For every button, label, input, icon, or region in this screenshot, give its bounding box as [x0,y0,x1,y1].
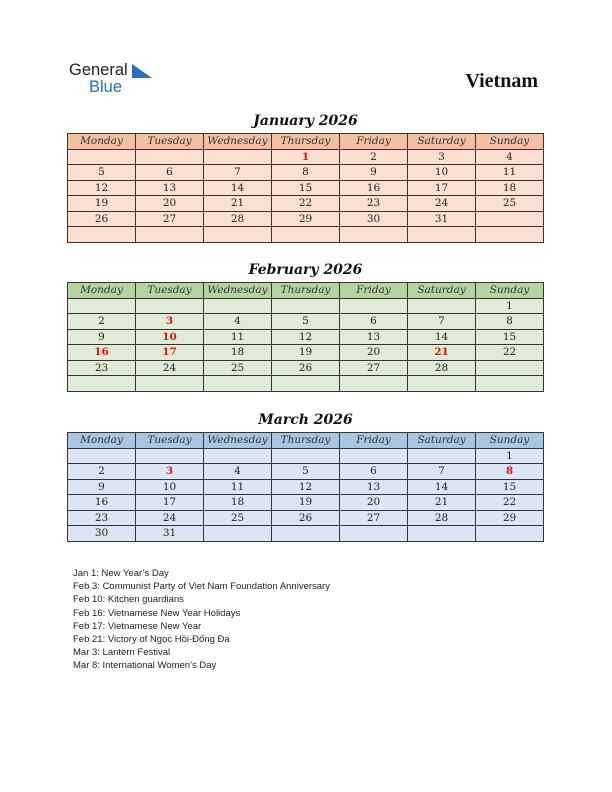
empty-day-cell [476,227,544,243]
weekday-header: Saturday [408,433,476,449]
day-cell: 5 [272,464,340,480]
week-row [68,479,544,495]
weekday-header: Tuesday [136,433,204,449]
weekday-header: Sunday [476,283,544,299]
day-cell: 9 [68,329,136,345]
week-row [68,345,544,361]
empty-day-cell [340,298,408,314]
day-cell: 18 [476,180,544,196]
day-cell: 10 [408,165,476,181]
weekday-header: Tuesday [136,134,204,150]
empty-day-cell [204,448,272,464]
empty-day-cell [476,526,544,542]
empty-day-cell [476,211,544,227]
day-cell: 4 [204,314,272,330]
day-cell: 14 [408,329,476,345]
day-cell: 14 [204,180,272,196]
day-cell: 25 [476,196,544,212]
holiday-note: Mar 8: International Women’s Day [73,660,217,672]
day-cell: 25 [204,510,272,526]
week-row [68,227,544,243]
day-cell: 10 [136,479,204,495]
week-row [68,180,544,196]
holiday-note: Mar 3: Lantern Festival [73,647,171,659]
day-cell: 17 [408,180,476,196]
day-cell: 16 [68,495,136,511]
weekday-header: Sunday [476,134,544,150]
weekday-header: Friday [340,134,408,150]
day-cell: 27 [340,360,408,376]
weekday-header: Thursday [272,283,340,299]
empty-day-cell [340,376,408,392]
weekday-header: Thursday [272,433,340,449]
week-row [68,314,544,330]
empty-day-cell [272,376,340,392]
day-cell: 29 [476,510,544,526]
empty-day-cell [68,227,136,243]
empty-day-cell [408,227,476,243]
holiday-day-cell: 3 [136,314,204,330]
logo-text-blue: Blue [89,78,123,96]
day-cell: 5 [272,314,340,330]
day-cell: 4 [476,149,544,165]
week-row [68,196,544,212]
empty-day-cell [408,376,476,392]
weekday-header: Saturday [408,134,476,150]
day-cell: 9 [68,479,136,495]
day-cell: 29 [272,211,340,227]
empty-day-cell [68,149,136,165]
holiday-day-cell: 10 [136,329,204,345]
calendar-january [67,133,544,243]
month-title-january: January 2026 [253,113,358,129]
day-cell: 3 [408,149,476,165]
day-cell: 5 [68,165,136,181]
holiday-day-cell: 3 [136,464,204,480]
day-cell: 23 [340,196,408,212]
holiday-day-cell: 16 [68,345,136,361]
week-row [68,526,544,542]
day-cell: 6 [340,314,408,330]
day-cell: 19 [272,345,340,361]
day-cell: 8 [272,165,340,181]
weekday-header: Saturday [408,283,476,299]
empty-day-cell [204,149,272,165]
day-cell: 23 [68,510,136,526]
day-cell: 1 [476,448,544,464]
day-cell: 11 [204,329,272,345]
empty-day-cell [408,448,476,464]
day-cell: 2 [68,314,136,330]
weekday-header-row [68,283,544,299]
weekday-header: Friday [340,433,408,449]
empty-day-cell [136,298,204,314]
holiday-note: Feb 3: Communist Party of Viet Nam Foundation Anniversary [73,581,330,593]
weekday-header: Monday [68,283,136,299]
day-cell: 14 [408,479,476,495]
week-row [68,510,544,526]
week-row [68,448,544,464]
empty-day-cell [136,227,204,243]
week-row [68,165,544,181]
day-cell: 31 [136,526,204,542]
empty-day-cell [340,448,408,464]
day-cell: 12 [272,479,340,495]
day-cell: 13 [340,329,408,345]
empty-day-cell [272,448,340,464]
week-row [68,360,544,376]
empty-day-cell [272,526,340,542]
weekday-header: Monday [68,433,136,449]
week-row [68,376,544,392]
day-cell: 8 [476,314,544,330]
weekday-header: Monday [68,134,136,150]
holiday-day-cell: 1 [272,149,340,165]
empty-day-cell [68,298,136,314]
weekday-header: Tuesday [136,283,204,299]
day-cell: 12 [272,329,340,345]
week-row [68,149,544,165]
empty-day-cell [408,298,476,314]
month-title-march: March 2026 [258,412,353,428]
weekday-header: Sunday [476,433,544,449]
day-cell: 7 [408,464,476,480]
empty-day-cell [340,526,408,542]
day-cell: 26 [68,211,136,227]
day-cell: 30 [68,526,136,542]
empty-day-cell [136,376,204,392]
empty-day-cell [204,298,272,314]
day-cell: 7 [204,165,272,181]
day-cell: 15 [476,479,544,495]
empty-day-cell [476,376,544,392]
day-cell: 27 [340,510,408,526]
day-cell: 12 [68,180,136,196]
day-cell: 4 [204,464,272,480]
holiday-day-cell: 8 [476,464,544,480]
holiday-note: Feb 21: Victory of Ngọc Hồi-Đống Đa [73,633,230,645]
calendar-february [67,282,544,392]
country-title: Vietnam [465,70,538,92]
empty-day-cell [340,227,408,243]
day-cell: 27 [136,211,204,227]
day-cell: 24 [408,196,476,212]
day-cell: 19 [272,495,340,511]
day-cell: 23 [68,360,136,376]
month-title-february: February 2026 [248,262,363,278]
holiday-list [73,567,330,673]
empty-day-cell [272,298,340,314]
empty-day-cell [136,149,204,165]
day-cell: 31 [408,211,476,227]
day-cell: 28 [204,211,272,227]
empty-day-cell [272,227,340,243]
holiday-day-cell: 21 [408,345,476,361]
day-cell: 6 [136,165,204,181]
holiday-note: Feb 16: Vietnamese New Year Holidays [73,607,241,619]
day-cell: 22 [272,196,340,212]
holiday-note: Feb 10: Kitchen guardians [73,594,184,606]
day-cell: 26 [272,360,340,376]
day-cell: 15 [476,329,544,345]
day-cell: 1 [476,298,544,314]
day-cell: 11 [476,165,544,181]
day-cell: 22 [476,345,544,361]
day-cell: 28 [408,510,476,526]
weekday-header-row [68,134,544,150]
day-cell: 30 [340,211,408,227]
empty-day-cell [136,448,204,464]
day-cell: 26 [272,510,340,526]
logo-flag-icon [132,64,152,78]
day-cell: 24 [136,360,204,376]
day-cell: 21 [204,196,272,212]
day-cell: 19 [68,196,136,212]
day-cell: 18 [204,345,272,361]
holiday-note: Jan 1: New Year’s Day [73,568,169,579]
day-cell: 28 [408,360,476,376]
weekday-header: Thursday [272,134,340,150]
empty-day-cell [68,448,136,464]
calendar-march [67,432,544,542]
day-cell: 17 [136,495,204,511]
empty-day-cell [476,360,544,376]
empty-day-cell [68,376,136,392]
weekday-header-row [68,433,544,449]
holiday-day-cell: 17 [136,345,204,361]
day-cell: 18 [204,495,272,511]
day-cell: 7 [408,314,476,330]
holiday-note: Feb 17: Vietnamese New Year [73,620,202,632]
day-cell: 11 [204,479,272,495]
day-cell: 20 [340,345,408,361]
logo-text-general: General [69,61,128,79]
logo [69,61,169,97]
day-cell: 9 [340,165,408,181]
day-cell: 22 [476,495,544,511]
empty-day-cell [204,227,272,243]
empty-day-cell [204,376,272,392]
day-cell: 21 [408,495,476,511]
week-row [68,298,544,314]
day-cell: 2 [68,464,136,480]
empty-day-cell [408,526,476,542]
weekday-header: Wednesday [204,283,272,299]
day-cell: 2 [340,149,408,165]
week-row [68,464,544,480]
empty-day-cell [204,526,272,542]
weekday-header: Friday [340,283,408,299]
weekday-header: Wednesday [204,134,272,150]
day-cell: 13 [340,479,408,495]
week-row [68,495,544,511]
day-cell: 20 [136,196,204,212]
day-cell: 20 [340,495,408,511]
week-row [68,329,544,345]
day-cell: 15 [272,180,340,196]
week-row [68,211,544,227]
day-cell: 6 [340,464,408,480]
day-cell: 13 [136,180,204,196]
day-cell: 16 [340,180,408,196]
day-cell: 25 [204,360,272,376]
weekday-header: Wednesday [204,433,272,449]
day-cell: 24 [136,510,204,526]
